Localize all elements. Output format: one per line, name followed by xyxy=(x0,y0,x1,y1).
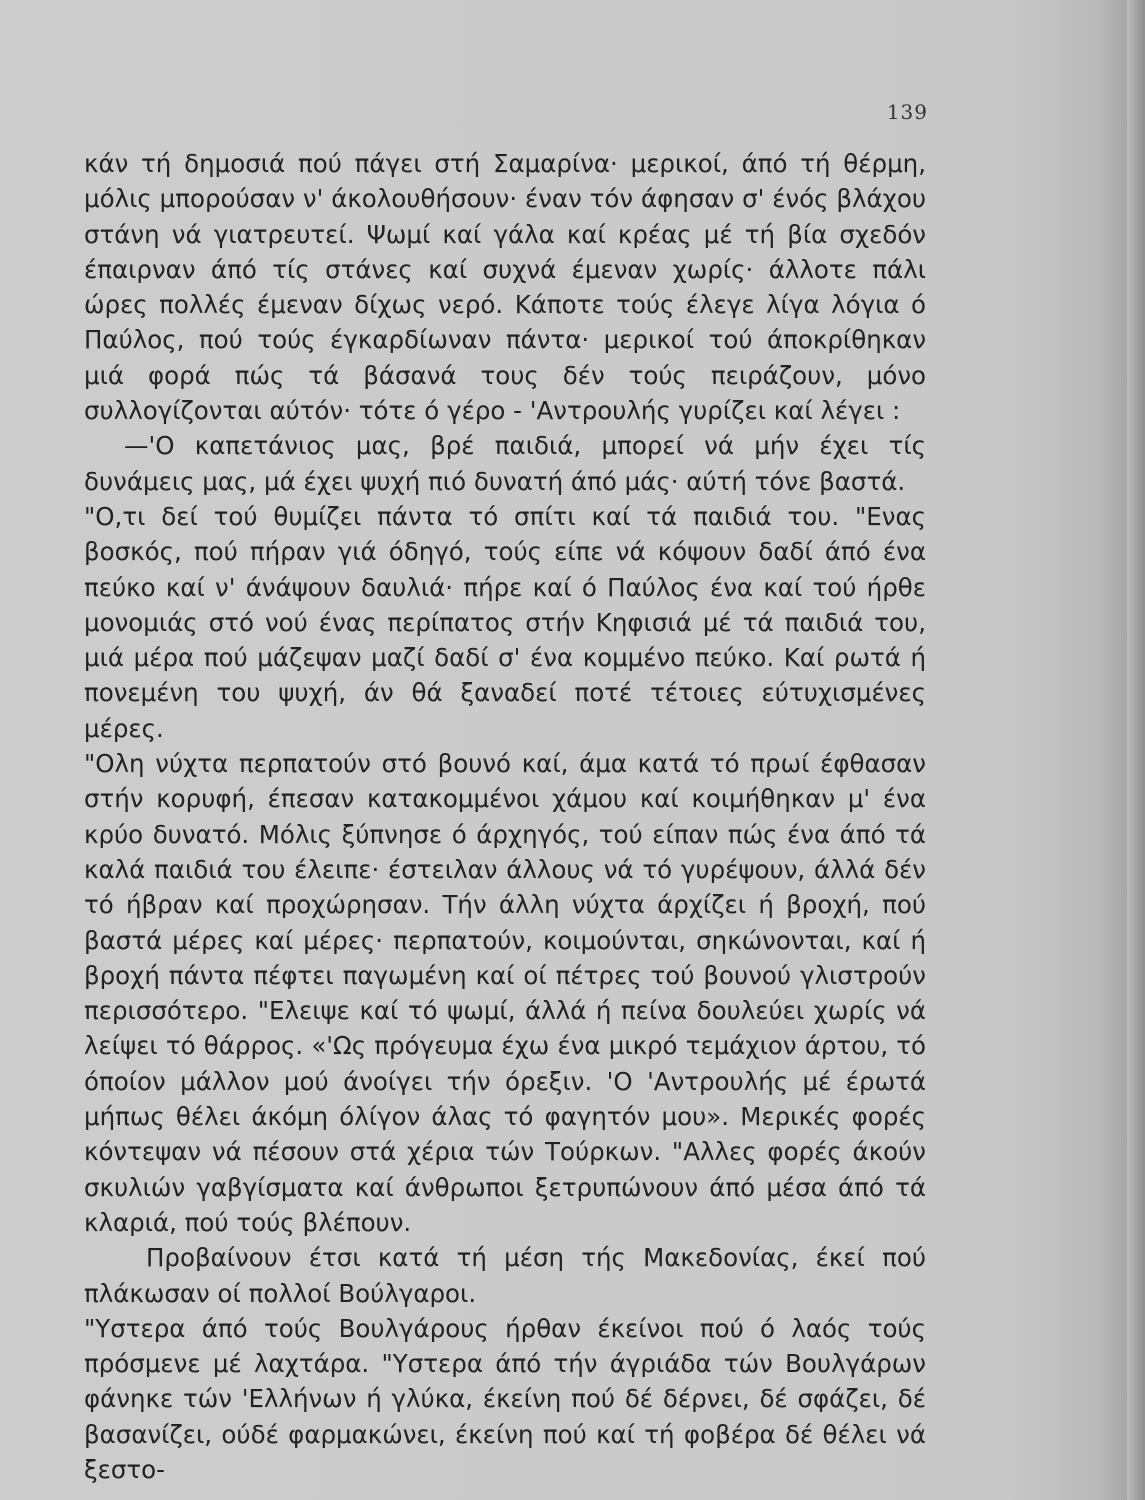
page-edge-shadow xyxy=(1127,0,1145,1500)
paragraph-6: "Υστερα άπό τούς Βουλγάρους ήρθαν έκείνοι πού ό λαός τούς πρόσμενε μέ λαχτάρα. "Υστερα άπό τήν άγριάδα τών Βουλγάρων φάνηκε τών 'Ελλήνων ή γλύκα, έκείνη πού δέ δέρνει, δέ σφάζει, δέ βασανίζει, ούδέ φαρμακώνει, έκείνη πού καί τή φοβέρα δέ θέλει νά ξεστο- xyxy=(84,1313,926,1484)
paragraph-1: κάν τή δημοσιά πού πάγει στή Σαμαρίνα· μερικοί, άπό τή θέρμη, μόλις μπορούσαν ν' άκολουθήσουν· έναν τόν άφησαν σ' ένός βλάχου στάνη νά γιατρευτεί. Ψωμί καί γάλα καί κρέας μέ τή βία σχεδόν έπαιρναν άπό τίς στάνες καί συχνά έμεναν χωρίς· άλλοτε πάλι ώρες πολλές έμεναν δίχως νερό. Κάποτε τούς έλεγε λίγα λόγια ό Παύλος, πού τούς έγκαρδίωναν πάντα· μερικοί τού άποκρίθηκαν μιά φορά πώς τά βάσανά τους δέν τούς πειράζουν, μόνο συλλογίζονται αύτόν· τότε ό γέρο - 'Αντρουλής γυρίζει καί λέγει : xyxy=(84,149,926,426)
page-number: 139 xyxy=(886,100,928,124)
paragraph-2-dialogue: —'Ο καπετάνιος μας, βρέ παιδιά, μπορεί νά μήν έχει τίς δυνάμεις μας, μά έχει ψυχή πιό δυνατή άπό μάς· αύτή τόνε βαστά. xyxy=(84,431,926,496)
body-text xyxy=(84,146,926,1487)
paragraph-3: "Ο,τι δεί τού θυμίζει πάντα τό σπίτι καί τά παιδιά του. "Ενας βοσκός, πού πήραν γιά όδηγό, τούς είπε νά κόψουν δαδί άπό ένα πεύκο καί ν' άνάψουν δαυλιά· πήρε καί ό Παύλος ένα καί τού ήρθε μονομιάς στό νού ένας περίπατος στήν Κηφισιά μέ τά παιδιά του, μιά μέρα πού μάζεψαν μαζί δαδί σ' ένα κομμένο πεύκο. Καί ρωτά ή πονεμένη του ψυχή, άν θά ξαναδεί ποτέ τέτοιες εύτυχισμένες μέρες. xyxy=(84,501,926,743)
paragraph-5: Προβαίνουν έτσι κατά τή μέση τής Μακεδονίας, έκεί πού πλάκωσαν οί πολλοί Βούλγαροι. xyxy=(84,1243,926,1308)
paragraph-4: "Ολη νύχτα περπατούν στό βουνό καί, άμα κατά τό πρωί έφθασαν στήν κορυφή, έπεσαν κατακομμένοι χάμου καί κοιμήθηκαν μ' ένα κρύο δυνατό. Μόλις ξύπνησε ό άρχηγός, τού είπαν πώς ένα άπό τά καλά παιδιά του έλειπε· έστειλαν άλλους νά τό γυρέψουν, άλλά δέν τό ήβραν καί προχώρησαν. Τήν άλλη νύχτα άρχίζει ή βροχή, πού βαστά μέρες καί μέρες· περπατούν, κοιμούνται, σηκώνονται, καί ή βροχή πάντα πέφτει παγωμένη καί οί πέτρες τού βουνού γλιστρούν περισσότερο. "Ελειψε καί τό ψωμί, άλλά ή πείνα δουλεύει χωρίς νά λείψει τό θάρρος. «'Ως πρόγευμα έχω ένα μικρό τεμάχιον άρτου, τό όποίον μάλλον μού άνοίγει τήν όρεξιν. 'Ο 'Αντρουλής μέ έρωτά μήπως θέλει άκόμη όλίγον άλας τό φαγητόν μου». Μερικές φορές κόντεψαν νά πέσουν στά χέρια τών Τούρκων. "Αλλες φορές άκούν σκυλιών γαβγίσματα καί άνθρωποι ξετρυπώνουν άπό μέσα άπό τά κλαριά, πού τούς βλέπουν. xyxy=(84,749,926,1237)
